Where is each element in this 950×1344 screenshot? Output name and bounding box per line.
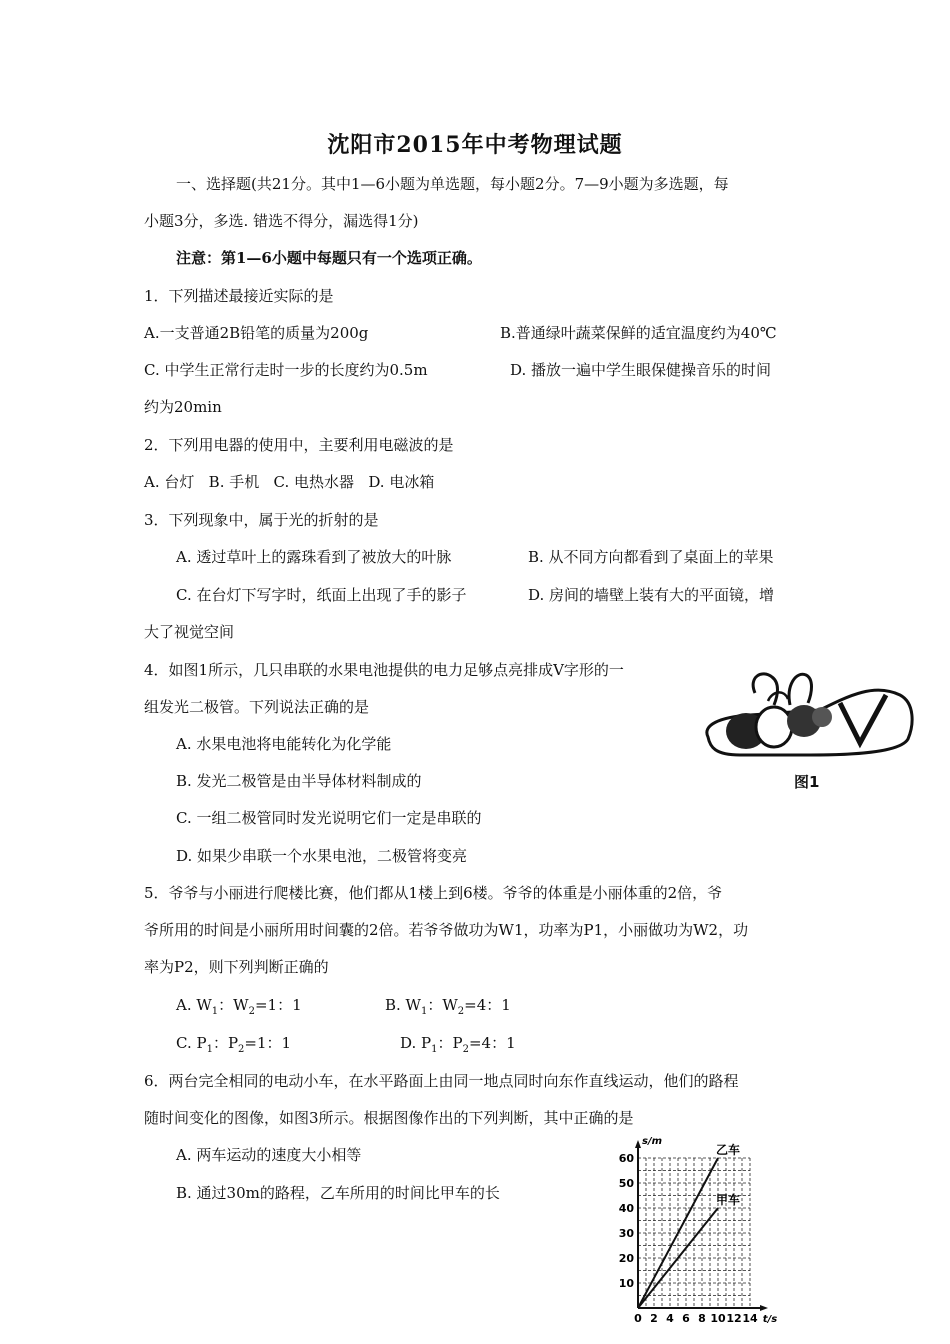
x-axis-arrow xyxy=(760,1305,768,1311)
q5-stem-line2: 爷所用的时间是小丽所用时间囊的2倍。若爷爷做功为W1，功率为P1，小丽做功为W2，功 xyxy=(144,921,749,939)
wire-1 xyxy=(753,674,777,705)
x-tick-label: 8 xyxy=(698,1312,706,1325)
fruit-2 xyxy=(756,707,792,747)
q2-options: A. 台灯 B. 手机 C. 电热水器 D. 电冰箱 xyxy=(144,473,435,491)
q1-option-d: D. 播放一遍中学生眼保健操音乐的时间 xyxy=(510,361,772,379)
y-tick-label: 10 xyxy=(618,1277,634,1290)
x-tick-label: 10 xyxy=(710,1312,726,1325)
q4-option-b: B. 发光二极管是由半导体材料制成的 xyxy=(176,772,422,790)
q5-stem-line1: 5．爷爷与小丽进行爬楼比赛，他们都从1楼上到6楼。爷爷的体重是小丽体重的2倍，爷 xyxy=(144,884,723,902)
x-tick-label: 6 xyxy=(682,1312,690,1325)
wire-2 xyxy=(789,674,811,705)
fruit-4 xyxy=(812,707,832,727)
q6-stem-line2: 随时间变化的图像，如图3所示。根据图像作出的下列判断，其中正确的是 xyxy=(144,1109,634,1127)
x-tick-label: 4 xyxy=(666,1312,674,1325)
q5-option-d: D. $P_1$：$P_2=4$：1 xyxy=(400,1034,516,1055)
q2-stem: 2．下列用电器的使用中，主要利用电磁波的是 xyxy=(144,436,454,454)
q4-stem-line2: 组发光二极管。下列说法正确的是 xyxy=(144,698,370,716)
q3-option-a: A. 透过草叶上的露珠看到了被放大的叶脉 xyxy=(176,548,452,566)
series-label-2: 甲车 xyxy=(716,1193,741,1207)
led-v-shape xyxy=(840,695,886,743)
q5-option-a: A. $W_1$：$W_2=1$：1 xyxy=(176,996,302,1017)
y-tick-label: 60 xyxy=(618,1152,634,1165)
q1-option-d-cont: 约为20min xyxy=(144,398,222,416)
x-tick-label: 2 xyxy=(650,1312,658,1325)
q1-option-c: C. 中学生正常行走时一步的长度约为0.5m xyxy=(144,361,428,379)
q3-stem: 3．下列现象中，属于光的折射的是 xyxy=(144,511,379,529)
x-tick-label: 0 xyxy=(634,1312,642,1325)
q4-stem-line1: 4．如图1所示，几只串联的水果电池提供的电力足够点亮排成V字形的一 xyxy=(144,661,624,679)
x-axis-label: t/s xyxy=(762,1314,778,1325)
y-tick-label: 40 xyxy=(618,1202,634,1215)
q3-option-c: C. 在台灯下写字时，纸面上出现了手的影子 xyxy=(176,586,467,604)
y-tick-label: 20 xyxy=(618,1252,634,1265)
q3-option-d-cont: 大了视觉空间 xyxy=(144,623,235,641)
y-axis-arrow xyxy=(635,1140,641,1148)
x-tick-label: 12 xyxy=(726,1312,742,1325)
q6-option-a: A. 两车运动的速度大小相等 xyxy=(176,1146,362,1164)
q6-stem-line1: 6．两台完全相同的电动小车，在水平路面上由同一地点同时向东作直线运动，他们的路程 xyxy=(144,1072,739,1090)
y-tick-label: 50 xyxy=(618,1177,634,1190)
q5-option-c: C. $P_1$：$P_2=1$：1 xyxy=(176,1034,292,1055)
q3-option-d: D. 房间的墙壁上装有大的平面镜，增 xyxy=(528,586,775,604)
q3-option-b: B. 从不同方向都看到了桌面上的苹果 xyxy=(528,548,774,566)
x-tick-label: 14 xyxy=(742,1312,758,1325)
q5-option-b: B. $W_1$：$W_2=4$：1 xyxy=(385,996,511,1017)
q1-option-b: B.普通绿叶蔬菜保鲜的适宜温度约为40℃ xyxy=(500,324,777,342)
y-tick-label: 30 xyxy=(618,1227,634,1240)
series-label-1: 乙车 xyxy=(716,1143,741,1157)
st-chart xyxy=(610,1132,790,1338)
q1-option-a: A.一支普通2B铅笔的质量为200g xyxy=(144,324,369,342)
figure-1-label: 图1 xyxy=(794,773,820,791)
section-intro-line2: 小题3分，多选. 错选不得分，漏选得1分) xyxy=(144,212,419,230)
q1-stem: 1．下列描述最接近实际的是 xyxy=(144,287,334,305)
q4-option-d: D. 如果少串联一个水果电池，二极管将变亮 xyxy=(176,847,468,865)
section-intro-line1: 一、选择题(共21分。其中1—6小题为单选题，每小题2分。7—9小题为多选题，每 xyxy=(176,175,729,193)
q4-option-a: A. 水果电池将电能转化为化学能 xyxy=(176,735,392,753)
y-axis-label: s/m xyxy=(642,1136,663,1147)
q4-option-c: C. 一组二极管同时发光说明它们一定是串联的 xyxy=(176,809,482,827)
section-note: 注意：第1—6小题中每题只有一个选项正确。 xyxy=(176,249,482,267)
q6-option-b: B. 通过30m的路程，乙车所用的时间比甲车的长 xyxy=(176,1184,500,1202)
figure-1 xyxy=(700,655,920,795)
q5-stem-line3: 率为P2，则下列判断正确的 xyxy=(144,958,329,976)
page-title: 沈阳市2015年中考物理试题 xyxy=(327,132,623,158)
